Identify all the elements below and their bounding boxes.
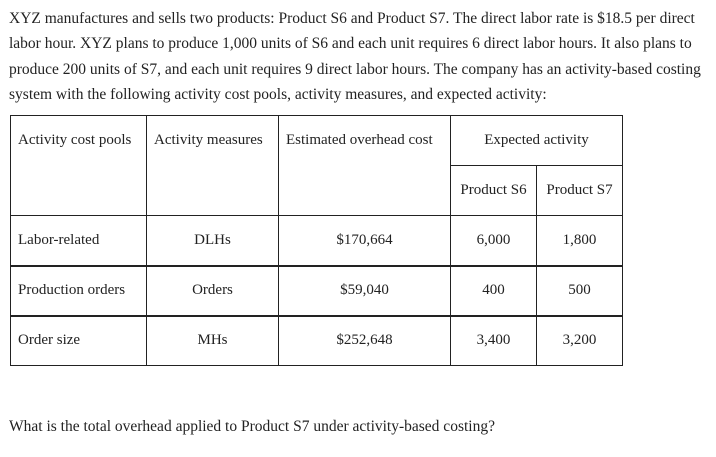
cell-measure: MHs (147, 316, 279, 366)
table-row (11, 316, 623, 366)
header-product-s6: Product S6 (451, 166, 537, 216)
cell-s6: 6,000 (451, 216, 537, 266)
cell-overhead: $170,664 (279, 216, 451, 266)
problem-statement: XYZ manufactures and sells two products: Product S6 and Product S7. The direct labor rate is $18.5 per direct labor hour. XYZ plans to produce 1,000 units of S6 and each unit requires 6 direct labor hours. It also plans to produce 200 units of S7, and each unit requires 9 direct labor hours. The company has an activity-based costing system with the following activity cost pools, activity measures, and expected activity: (9, 10, 701, 103)
table-row (11, 216, 623, 266)
cell-s7: 1,800 (537, 216, 623, 266)
cell-s7: 500 (537, 266, 623, 316)
cell-overhead: $252,648 (279, 316, 451, 366)
header-product-s7: Product S7 (537, 166, 623, 216)
header-expected-activity: Expected activity (451, 116, 623, 166)
cell-s7: 3,200 (537, 316, 623, 366)
cell-measure: DLHs (147, 216, 279, 266)
cell-s6: 400 (451, 266, 537, 316)
header-cost-pools: Activity cost pools (11, 116, 147, 216)
cell-pool: Production orders (11, 266, 147, 316)
table-header-row (11, 116, 623, 166)
cell-pool: Labor-related (11, 216, 147, 266)
cell-overhead: $59,040 (279, 266, 451, 316)
header-overhead: Estimated overhead cost (279, 116, 451, 216)
cell-measure: Orders (147, 266, 279, 316)
header-measures: Activity measures (147, 116, 279, 216)
cell-pool: Order size (11, 316, 147, 366)
table-row (11, 266, 623, 316)
question-text: What is the total overhead applied to Product S7 under activity-based costing? (9, 418, 495, 435)
cell-s6: 3,400 (451, 316, 537, 366)
activity-cost-table (10, 115, 623, 366)
